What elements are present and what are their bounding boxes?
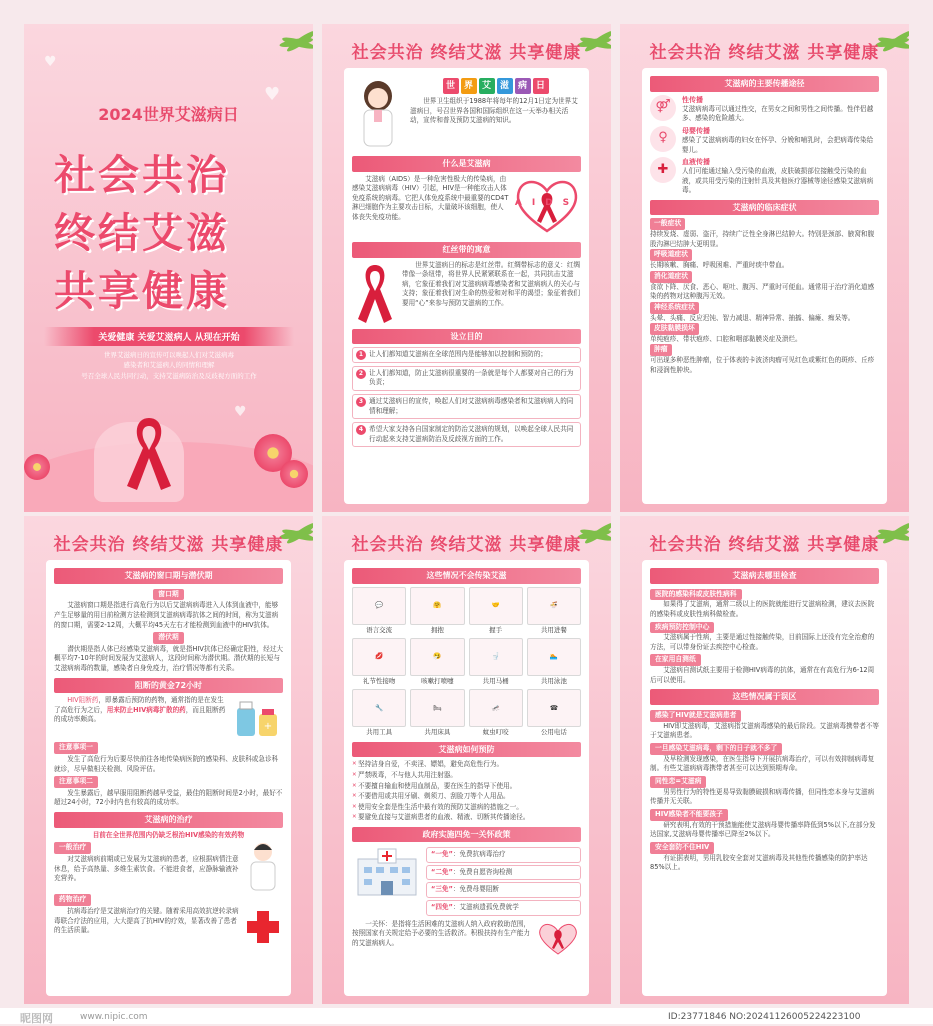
purpose-list [352,347,581,447]
symptom-item [650,271,879,302]
place-name: 医院的感染科或皮肤性病科 [650,589,742,601]
policy-item [426,882,581,898]
grid-label: 共用床具 [424,728,451,737]
list-item: 3 通过艾滋病日的宣传，唤起人们对艾滋病病毒感染者和艾滋病病人的同情和理解； [352,394,581,419]
policy-value: ：免费母婴阻断 [452,885,500,894]
bowl-icon: 🍜 [527,587,581,625]
route-item [650,157,879,196]
handshake-icon: 🤝 [469,587,523,625]
grid-label: 拥抱 [430,625,444,634]
poster-header: 社会共治 终结艾滋 共享健康 [351,43,582,63]
prevent-item: ✕ 要避免直接与艾滋病患者的血液、精液、切断其传播途径。 [352,813,581,823]
purpose-text: 通过艾滋病日的宣传，唤起人们对艾滋病病毒感染者和艾滋病病人的同情和理解； [369,396,574,415]
poster-cover [24,24,313,512]
pregnant-woman-icon: ♀ [650,126,676,152]
what-text: 艾滋病（AIDS）是一种危害性极大的传染病，由感染艾滋病病毒（HIV）引起，HIV是一种能攻击人体免疫系统的病毒。它把人体免疫系统中最重要的CD4T淋巴细胞作为主要攻击目标，大量破坏该细胞，使人体丧失免疫功能。 [352,174,509,221]
heart-icon: ♥ [234,404,247,420]
red-ribbon-icon [352,261,398,325]
route-text: 艾滋病病毒可以通过性交，在男女之间和男性之间传播。性伴侣越多、感染的危险越大。 [682,104,874,123]
intro-line: 世界艾滋病日的宣传可以唤起人们对艾滋病毒 [104,351,234,359]
toilet-icon: 🚽 [469,638,523,676]
myth-item [650,708,879,741]
myth-text: HIV即艾滋病毒，艾滋病指艾滋病毒感染的最后阶段。艾滋病毒携带者不等于艾滋病患者。 [650,721,880,740]
leaf-decoration-icon [273,24,313,62]
sneeze-icon: 🤧 [410,638,464,676]
wad-char: 界 [461,78,477,94]
poster-header: 社会共治 终结艾滋 共享健康 [649,43,880,63]
myth-name: 感染了HIV就是艾滋病患者 [650,710,741,722]
kiss-icon: 💋 [352,638,406,676]
section-title: 政府实施四免一关怀政策 [352,827,581,843]
place-text: 如果得了艾滋病，通常二级以上的医院就能进行艾滋病检测，建议去医院的感染科或皮肤性病科做检查。 [650,600,875,618]
blood-bag-icon: ✚ [650,157,676,183]
golden-text [54,696,229,725]
place-item [650,652,879,685]
symptom-item [650,218,879,249]
symptom-name: 一般症状 [650,218,685,230]
grid-item [527,689,581,737]
policy-item [426,847,581,863]
grid-label: 公用电话 [540,728,567,737]
symptom-text: 头晕、头痛、反应迟钝、智力减退、精神异常、抽搐、偏瘫、痴呆等。 [650,313,855,322]
policy-value: ：免费自愿咨询检测 [452,867,513,876]
symptom-name: 皮肤黏膜损坏 [650,323,699,335]
wad-char: 世 [443,78,459,94]
policy-value: ：艾滋病遗孤免费就学 [452,902,519,911]
prevent-item: ✕ 不要擅自输血和使用血制品，要在医生的指导下使用。 [352,782,581,792]
section-title: 艾滋病的主要传播途径 [650,76,879,92]
section-title: 艾滋病的窗口期与潜伏期 [54,568,283,584]
heart-icon: ♥ [44,54,57,70]
content-card [642,68,887,504]
section-title: 这些情况属于误区 [650,689,879,705]
route-text: 人们可能通过输入受污染的血液，皮肤破损部位接触受污染的血液，或共用受污染的注射针具及其他医疗器械等途径感染艾滋病病毒。 [682,167,874,195]
purpose-text: 让人们都知道，防止艾滋病很重要的一条就是每个人都要对自己的行为负责； [369,368,574,387]
symptom-item [650,249,879,270]
policy-section [352,845,581,917]
place-item [650,587,879,620]
intro-line: 号召全球人民共同行动，支持艾滋病防治及反歧视方面的工作 [81,371,257,380]
content-card [344,68,589,504]
treat-subtitle: 目前在全世界范围内仍缺乏根治HIV感染的有效药物 [92,830,245,839]
myth-item [650,807,879,840]
section-title: 这些情况不会传染艾滋 [352,568,581,584]
section-title: 阻断的黄金72小时 [54,678,283,694]
aids-badge-label: AIDS [514,197,580,208]
grid-item [527,587,581,635]
hospital-building-icon [352,845,422,897]
flower-decoration-icon [280,460,308,488]
policy-value: ：免费抗病毒治疗 [452,850,506,859]
route-text: 感染了艾滋病病毒的妇女在怀孕、分娩和哺乳时，会把病毒传染给婴儿。 [682,135,874,154]
symptom-text: 持续发烧、虚弱、盗汗，持续广泛性全身淋巴结肿大。特别是颈部、腋窝和腹股沟淋巴结肿大更明显。 [650,230,875,248]
symptom-name: 肿瘤 [650,344,672,356]
myth-text: 男男性行为的特性更易导致黏膜破损和病毒传播，但同性恋本身与艾滋病传播并无关联。 [650,787,875,806]
highlight-text: 用来防止HIV病毒扩散的药 [106,705,186,714]
route-name: 母婴传播 [682,126,710,135]
grid-label: 礼节性接吻 [362,677,396,686]
grid-item [352,587,406,635]
place-text: 艾滋病属于性病，主要是通过性接触传染，目前国际上还没有完全治愈的方法，可以带身份证去疾控中心检查。 [650,633,875,651]
myth-item [650,840,879,873]
drug-text: 抗病毒治疗是艾滋病治疗的关键。随着采用高效抗逆转录病毒联合疗法的应用，大大提高了抗HIV的疗效，显著改善了患者的生活质量。 [54,907,239,935]
symptom-item [650,323,879,344]
poster-window-period [24,516,313,1004]
policy-key: “三免” [431,885,453,894]
svg-text:+: + [263,721,273,733]
symptom-name: 神经系统症状 [650,302,699,314]
policy-item [426,900,581,916]
wad-char: 艾 [479,78,495,94]
content-card [642,560,887,996]
window-text: 艾滋病窗口期是指进行高危行为以后艾滋病病毒进入人体到血液中，能够产生足够量的用目前检测方法检测到艾滋病病毒抗体之间的时间，称为艾滋病的窗口期，需要2-12周，大概平均45天左右才能检测到血液中的HIV抗体。 [54,601,279,629]
golden-text-part: ，而且阻断药的成功率颇高。 [54,705,226,724]
myth-text: 及早检测发现感染，在医生指导下开展抗病毒治疗，可以有效抑制病毒复制。有些艾滋病病毒携带者甚至可以达到预期寿命。 [650,754,875,773]
section-title: 什么是艾滋病 [352,156,581,172]
grid-label: 共用工具 [366,728,393,737]
poster-transmission-symptoms [620,24,909,512]
cover-title-line2: 终结艾滋 [54,209,230,257]
flower-decoration-icon [24,454,50,480]
grid-label: 共用泳池 [540,677,567,686]
highlight-text: HIV阻断药 [67,696,99,705]
wad-text: 世界卫生组织于1988年将每年的12月1日定为世界艾滋病日，号召世界各国和国际组织在这一天举办相关活动，宣传和普及预防艾滋病的知识。 [410,97,578,125]
doctor-illustration-icon [352,76,404,152]
heart-hands-icon [535,920,581,958]
tools-icon: 🔧 [352,689,406,727]
place-name: 疾病预防控制中心 [650,622,714,634]
policy-key: “一免” [431,850,453,859]
hug-icon: 🤗 [410,587,464,625]
myth-text: 有证据表明，男用乳胶安全套对艾滋病毒及其他性传播感染的防护率达85%以上。 [650,853,868,872]
symptom-text: 食欲下降、厌食、恶心、呕吐、腹泻、严重时可便血。通常用于治疗消化道感染的药物对这种腹泻无效。 [650,282,875,301]
route-item [650,95,879,124]
poster-world-aids-day [322,24,611,512]
purpose-text: 让人们都知道艾滋病在全球范围内是能够加以控制和预防的； [369,350,548,359]
grid-label: 共用进餐 [540,625,567,634]
section-title: 红丝带的寓意 [352,242,581,258]
wad-title [410,78,581,94]
prevent-item: ✕ 严禁吸毒，不与他人共用注射器。 [352,771,581,781]
route-name: 性传播 [682,95,703,104]
wad-char: 病 [515,78,531,94]
symptom-item [650,302,879,323]
policy-item [426,865,581,881]
content-card [46,560,291,996]
prevent-item: ✕ 坚持洁身自爱，不卖淫、嫖娼，避免高危性行为。 [352,760,581,770]
grid-label: 蚊虫叮咬 [482,728,509,737]
section-title: 设立目的 [352,329,581,345]
symptom-name: 消化道症状 [650,271,692,283]
cover-slogan: 关爱健康 关爱艾滋病人 从现在开始 [44,327,294,346]
symptom-item [650,344,879,375]
latent-text: 潜伏期是指人体已经感染艾滋病毒，就是指HIV抗体已经确定阳性，经过大概平均7-10年的时间发展为艾滋病人，这段时间称为潜伏期。潜伏期的长短与艾滋病病毒的数量，感染者自身免疫力，治疗情况等都有关系。 [54,644,284,673]
sub-label: 潜伏期 [153,632,183,644]
content-card [344,560,589,996]
grid-item [469,638,523,686]
place-name: 在家用自测纸 [650,654,701,666]
golden-text-part: ，即暴露后预防的药物，通常指的是在发生了高危行为之后， [54,696,224,714]
poster-prevention [322,516,611,1004]
myth-name: 安全套防不住HIV [650,842,714,854]
general-text: 对艾滋病病前期或已发展为艾滋病的患者，应根据病情注意休息，给予高热量、多维生素饮食。不能进食者，应静脉输液补充营养。 [54,855,239,883]
sub-label: 一般治疗 [54,842,91,854]
grid-item [527,638,581,686]
route-name: 血液传播 [682,158,710,167]
prevent-item: ✕ 使用安全套是性生活中最有效的预防艾滋病的措施之一。 [352,803,581,813]
myth-item [650,741,879,774]
cover-title-line3: 共享健康 [54,267,230,315]
red-ribbon-icon [119,412,179,492]
watermark-id: ID:23771846 NO:20241126005224223100 [668,1012,861,1022]
talking-icon: 💬 [352,587,406,625]
section-title: 艾滋病的临床症状 [650,200,879,216]
red-cross-icon [243,907,283,947]
purpose-text: 希望大家支持各自国家制定的防治艾滋病的规划，以唤起全球人民共同行动起来支持艾滋病防治及反歧视方面的工作。 [369,425,574,443]
place-text: 艾滋病自测试纸主要用于检测HIV病毒的抗体，通常在有高危行为6-12周后可以使用。 [650,666,875,684]
symptom-text: 长期咳嗽、胸痛、呼吸困难、严重时痰中带血。 [650,261,789,270]
grid-item [469,689,523,737]
grid-item [410,587,464,635]
list-item: 4 希望大家支持各自国家制定的防治艾滋病的规划，以唤起全球人民共同行动起来支持艾滋病防治及反歧视方面的工作。 [352,422,581,447]
grid-label: 握手 [489,625,503,634]
heart-icon: ♥ [264,84,281,105]
sub-label: 注意事项二 [54,776,98,788]
grid-item [469,587,523,635]
sub-label: 窗口期 [153,589,183,601]
grid-label: 语言交流 [366,625,393,634]
place-item [650,620,879,653]
grid-item [352,689,406,737]
section-title: 艾滋病去哪里检查 [650,568,879,584]
wad-char: 日 [533,78,549,94]
myth-name: 同性恋=艾滋病 [650,776,706,788]
section-title: 艾滋病的治疗 [54,812,283,828]
cover-year-title: 2024世界艾滋病日 [98,105,239,124]
prevent-item: ✕ 不要借用或共用牙刷、剃须刀、刮脸刀等个人用品。 [352,792,581,802]
gender-symbol-icon: ⚤ [650,95,676,121]
myth-item [650,774,879,807]
poster-testing-myths [620,516,909,1004]
medicine-bottles-icon [233,696,283,740]
poster-header: 社会共治 终结艾滋 共享健康 [351,535,582,555]
watermark-url: www.nipic.com [80,1012,148,1022]
grid-item [352,638,406,686]
myth-name: HIV感染者不能要孩子 [650,809,728,821]
policy-key: “四免” [431,902,453,911]
telephone-icon: ☎ [527,689,581,727]
care-text: 一关怀：是指将生活困难的艾滋病人纳入政府救助范围，按照国家有关规定给予必要的生活救济。积极扶持有生产能力的艾滋病病人。 [352,919,531,947]
note-text: 发生暴露后，越早服用阻断药越早受益，最佳的阻断时间是2小时，最好不超过24小时，72小时内也有较高的成功率。 [54,788,283,807]
doctor-illustration-icon [243,840,283,892]
route-item [650,126,879,155]
myth-name: 一旦感染艾滋病毒，剩下的日子就不多了 [650,743,782,755]
no-transmission-grid [352,587,581,738]
grid-label: 咳嗽打喷嚏 [421,677,454,686]
sub-label: 药物治疗 [54,894,91,906]
ribbon-text: 世界艾滋病日的标志是红丝带。红绸带标志的意义：红绸带像一条纽带，将世界人民紧紧联系在一起，共同抗击艾滋病，它象征着我们对艾滋病病毒感染者和艾滋病病人的关心与支持；象征着我们对生命的热爱和对和平的渴望；象征着我们要用“心”来参与预防艾滋病的工作。 [402,260,581,307]
aids-heart-badge [513,175,581,239]
intro-line: 感染者和艾滋病人的同情和理解 [123,361,215,370]
list-item: 1 让人们都知道艾滋病在全球范围内是能够加以控制和预防的； [352,347,581,363]
watermark-logo: 昵图网 [20,1012,53,1025]
poster-header: 社会共治 终结艾滋 共享健康 [649,535,880,555]
poster-header: 社会共治 终结艾滋 共享健康 [53,535,284,555]
wad-char: 滋 [497,78,513,94]
sub-label: 注意事项一 [54,742,98,754]
bed-icon: 🛏 [410,689,464,727]
policy-key: “二免” [431,867,453,876]
symptom-text: 可出现多种恶性肿瘤，位于体表的卡波济肉瘤可见红色或紫红色的斑疹、丘疹和浸润性肿块。 [650,356,875,374]
symptom-name: 呼吸道症状 [650,249,692,261]
swimming-icon: 🏊 [527,638,581,676]
section-title: 艾滋病如何预防 [352,742,581,758]
grid-label: 共用马桶 [482,677,509,686]
note-text: 发生了高危行为后要尽快前往各地传染病医院的感染科、皮肤科或急诊科就诊，尽早做相关检测、风险评估。 [54,755,279,773]
cover-intro [54,350,284,381]
cover-title-line1: 社会共治 [54,151,230,199]
mosquito-icon: 🦟 [469,689,523,727]
wad-section [352,76,581,152]
symptom-text: 单纯疱疹、带状疱疹、口腔和咽部黏膜炎症及溃烂。 [650,334,802,343]
grid-item [410,689,464,737]
list-item: 2 让人们都知道，防止艾滋病很重要的一条就是每个人都要对自己的行为负责； [352,366,581,391]
myth-text: 研究表明,有效的干预措施能使艾滋病母婴传播率降低到5%以下,在部分发达国家,艾滋病母婴传播率已降至2%以下。 [650,820,876,839]
grid-item [410,638,464,686]
